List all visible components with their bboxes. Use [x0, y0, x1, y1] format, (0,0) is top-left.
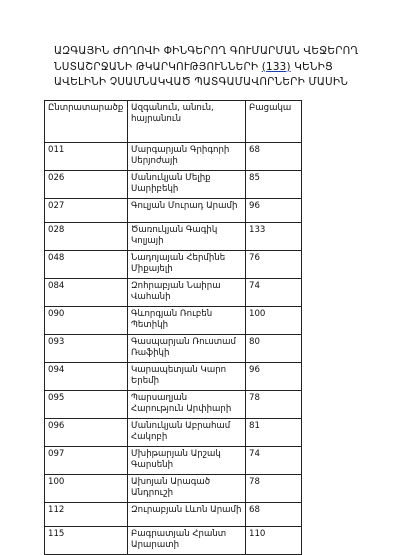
cell-name: Մանուկյան Մելիք Սարիբեկի: [128, 171, 246, 199]
cell-name: Պարսաղյան Հարություն Արփիարի: [128, 391, 246, 419]
cell-absent: 96: [246, 363, 302, 391]
cell-district: 100: [45, 475, 128, 503]
cell-district: 096: [45, 419, 128, 447]
table-row: [45, 279, 302, 307]
cell-district: 084: [45, 279, 128, 307]
table-row: [45, 199, 302, 223]
cell-absent: 74: [246, 279, 302, 307]
cell-district: 027: [45, 199, 128, 223]
title-count: (133): [261, 60, 291, 73]
table-row: [45, 391, 302, 419]
cell-district: 093: [45, 335, 128, 363]
cell-name: Գևորգյան Ռուբեն Պետիկի: [128, 307, 246, 335]
cell-absent: 96: [246, 199, 302, 223]
table-row: [45, 223, 302, 251]
cell-name: Գուլյան Մուրադ Արամի: [128, 199, 246, 223]
cell-district: 011: [45, 143, 128, 171]
cell-district: 028: [45, 223, 128, 251]
cell-name: Գասպարյան Ռուստամ Ռաֆիկի: [128, 335, 246, 363]
cell-absent: 133: [246, 223, 302, 251]
title-line-2-text: ՆՍՏԱՇՐՋԱՆԻ ԹԿԱՐԿՈՒԹՅՈՒՆՆԵՐԻ: [54, 60, 259, 73]
header-district: Ընտրատարածք: [45, 101, 128, 143]
cell-name: Նադոյայան Հերմինե Միքայելի: [128, 251, 246, 279]
cell-name: Ախոյան Արագած Անդրուշի: [128, 475, 246, 503]
header-absent: Բացակա: [246, 101, 302, 143]
cell-name: Զուրաբյան Լևոն Արամի: [128, 503, 246, 527]
title-line-1: ԱԶԳԱՅԻՆ ԺՈՂՈՎԻ ՓԻՆԳԵՐՈՂ ԳՈՒՄԱՐՄԱՆ ՎԵՋԵՐՈՂ: [54, 45, 359, 57]
cell-absent: 78: [246, 391, 302, 419]
cell-absent: 85: [246, 171, 302, 199]
table-row: [45, 307, 302, 335]
cell-name: Ծառուկյան Գագիկ Կոլյայի: [128, 223, 246, 251]
table-header-row: [45, 101, 302, 143]
title-line-3: ԱՎԵԼԻՆԻ ՉՍԱՄՆԱԿՎԱԾ ՊԱՏԳԱՄԱՎՈՐՆԵՐԻ ՄԱՍԻՆ: [54, 76, 349, 88]
table-row: [45, 475, 302, 503]
cell-district: 115: [45, 527, 128, 555]
table-row: [45, 171, 302, 199]
document-title: [54, 44, 384, 91]
table-row: [45, 503, 302, 527]
cell-absent: 68: [246, 143, 302, 171]
table-row: [45, 251, 302, 279]
cell-district: 094: [45, 363, 128, 391]
table-row: [45, 143, 302, 171]
table-row: [45, 363, 302, 391]
table-row: [45, 335, 302, 363]
header-name: Ազգանուն, անուն, հայրանուն: [128, 101, 246, 143]
title-line-2: [54, 60, 384, 76]
cell-district: 095: [45, 391, 128, 419]
cell-district: 112: [45, 503, 128, 527]
table-row: [45, 447, 302, 475]
cell-name: Մանուկյան Աբրահամ Հակոբի: [128, 419, 246, 447]
title-line-2-end: ԿԵՆԻՑ: [294, 60, 333, 73]
cell-name: Բագրատյան Հրանտ Արարատի: [128, 527, 246, 555]
cell-name: Մխիթարյան Արշակ Գարսենի: [128, 447, 246, 475]
cell-name: Կարապետյան Կարո Երեմի: [128, 363, 246, 391]
cell-name: Զոհրաբյան Նաիրա Վահանի: [128, 279, 246, 307]
cell-absent: 78: [246, 475, 302, 503]
cell-absent: 76: [246, 251, 302, 279]
cell-absent: 68: [246, 503, 302, 527]
cell-absent: 74: [246, 447, 302, 475]
cell-name: Մարգարյան Գրիգորի Սերյոժայի: [128, 143, 246, 171]
absence-table: [44, 100, 302, 555]
table-row: [45, 419, 302, 447]
cell-absent: 81: [246, 419, 302, 447]
cell-district: 097: [45, 447, 128, 475]
cell-absent: 80: [246, 335, 302, 363]
table-row: [45, 527, 302, 555]
cell-district: 048: [45, 251, 128, 279]
cell-absent: 110: [246, 527, 302, 555]
cell-district: 026: [45, 171, 128, 199]
cell-district: 090: [45, 307, 128, 335]
cell-absent: 100: [246, 307, 302, 335]
